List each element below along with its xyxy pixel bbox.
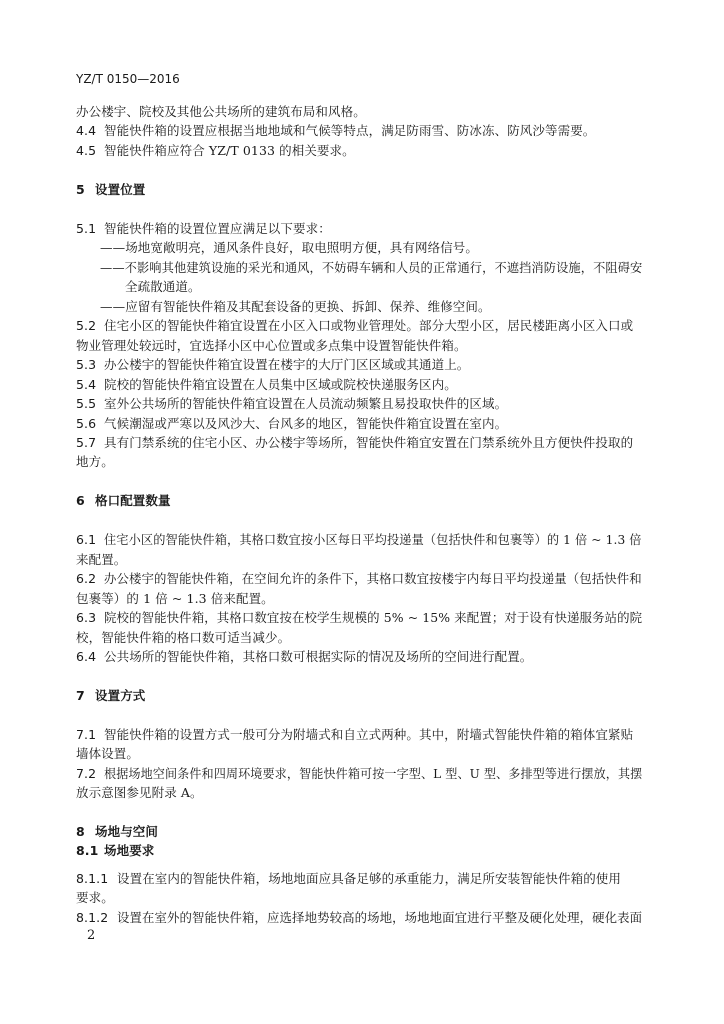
clause-text: 室外公共场所的智能快件箱宜设置在人员流动频繁且易投取快件的区域。: [104, 396, 508, 411]
clause-number: 7.1: [76, 727, 97, 742]
clause-number: 6.1: [76, 532, 97, 547]
section-title: 设置方式: [95, 688, 146, 703]
dash-list-item: ——场地宽敞明亮，通风条件良好，取电照明方便，具有网络信号。: [100, 240, 479, 255]
clause-text: 院校的智能快件箱，其格口数宜按在校学生规模的 5% ~ 15% 来配置；对于设有快递服务站的院: [104, 610, 643, 625]
section-title: 设置位置: [95, 182, 146, 197]
clause-number: 8.1.2: [76, 910, 109, 925]
clause-number: 4.5: [76, 143, 97, 158]
paragraph-line: 办公楼宇、院校及其他公共场所的建筑布局和风格。: [76, 104, 366, 119]
clause-number: 6.3: [76, 610, 97, 625]
clause-text: 住宅小区的智能快件箱宜设置在小区入口或物业管理处。部分大型小区，居民楼距离小区入口或: [104, 318, 634, 333]
clause-number: 5.7: [76, 435, 97, 450]
clause-text-cont: 物业管理处较远时，宜选择小区中心位置或多点集中设置智能快件箱。: [76, 338, 467, 353]
clause-text-cont: 校，智能快件箱的格口数可适当减少。: [76, 630, 291, 645]
clause-number: 7.2: [76, 766, 97, 781]
clause-text: 院校的智能快件箱宜设置在人员集中区域或院校快递服务区内。: [104, 377, 457, 392]
section-number: 6: [76, 493, 85, 508]
subsection-number: 8.1: [76, 843, 99, 858]
clause-text: 智能快件箱的设置位置应满足以下要求：: [104, 221, 331, 236]
clause-number: 5.3: [76, 357, 97, 372]
clause-number: 5.4: [76, 377, 97, 392]
clause-text: 设置在室外的智能快件箱，应选择地势较高的场地，场地地面宜进行平整及硬化处理，硬化表面: [117, 910, 643, 925]
clause-text: 住宅小区的智能快件箱，其格口数宜按小区每日平均投递量（包括快件和包裹等）的 1 倍 ~ 1.3 倍: [104, 532, 642, 547]
clause-text-cont: 地方。: [76, 454, 114, 469]
section-title: 场地与空间: [95, 824, 159, 839]
clause-number: 5.6: [76, 416, 97, 431]
document-code-header: YZ/T 0150—2016: [76, 72, 180, 86]
clause-number: 5.5: [76, 396, 97, 411]
section-number: 7: [76, 688, 85, 703]
dash-list-item: ——应留有智能快件箱及其配套设备的更换、拆卸、保养、维修空间。: [100, 299, 491, 314]
dash-list-item-cont: 全疏散通道。: [125, 279, 201, 294]
clause-text: 智能快件箱应符合 YZ/T 0133 的相关要求。: [104, 143, 355, 158]
clause-number: 5.2: [76, 318, 97, 333]
clause-text-cont: 包裹等）的 1 倍 ~ 1.3 倍来配置。: [76, 591, 274, 606]
clause-text: 智能快件箱的设置方式一般可分为附墙式和自立式两种。其中，附墙式智能快件箱的箱体宜紧贴: [104, 727, 634, 742]
clause-text: 具有门禁系统的住宅小区、办公楼宇等场所，智能快件箱宜安置在门禁系统外且方便快件投取的: [104, 435, 634, 450]
clause-text-cont: 要求。: [76, 890, 114, 905]
clause-number: 4.4: [76, 123, 97, 138]
clause-text-cont: 来配置。: [76, 552, 127, 567]
page-number: 2: [87, 928, 96, 943]
clause-text-cont: 放示意图参见附录 A。: [76, 785, 203, 800]
clause-text: 设置在室内的智能快件箱，场地地面应具备足够的承重能力，满足所安装智能快件箱的使用: [117, 871, 622, 886]
clause-text: 根据场地空间条件和四周环境要求，智能快件箱可按一字型、L 型、U 型、多排型等进行摆放，其摆: [104, 766, 643, 781]
section-number: 5: [76, 182, 85, 197]
dash-list-item: ——不影响其他建筑设施的采光和通风，不妨碍车辆和人员的正常通行，不遮挡消防设施，不阻碍安: [100, 260, 643, 275]
clause-text: 气候潮湿或严寒以及风沙大、台风多的地区，智能快件箱宜设置在室内。: [104, 416, 508, 431]
clause-number: 6.2: [76, 571, 97, 586]
subsection-title: 场地要求: [104, 843, 155, 858]
clause-text: 智能快件箱的设置应根据当地地域和气候等特点，满足防雨雪、防冰冻、防风沙等需要。: [104, 123, 596, 138]
clause-text-cont: 墙体设置。: [76, 746, 140, 761]
clause-text: 公共场所的智能快件箱，其格口数可根据实际的情况及场所的空间进行配置。: [104, 649, 533, 664]
clause-number: 5.1: [76, 221, 97, 236]
clause-number: 8.1.1: [76, 871, 109, 886]
section-title: 格口配置数量: [95, 493, 171, 508]
clause-text: 办公楼宇的智能快件箱宜设置在楼宇的大厅门区区域或其通道上。: [104, 357, 470, 372]
clause-text: 办公楼宇的智能快件箱，在空间允许的条件下，其格口数宜按楼宇内每日平均投递量（包括快件和: [104, 571, 642, 586]
clause-number: 6.4: [76, 649, 97, 664]
section-number: 8: [76, 824, 85, 839]
